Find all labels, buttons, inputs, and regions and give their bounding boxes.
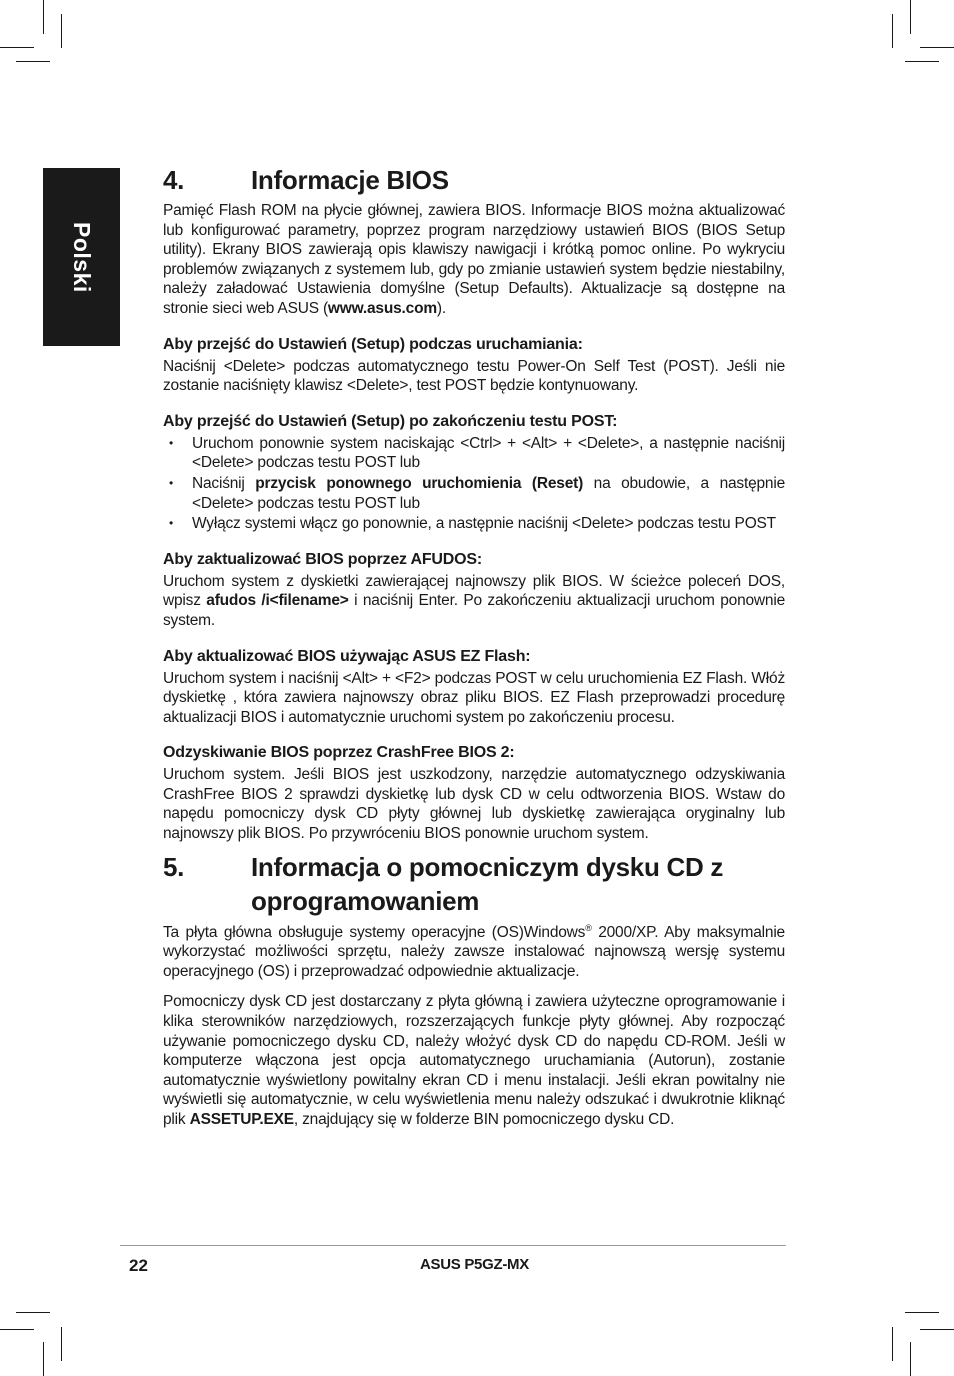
section-number: 4. (163, 165, 185, 195)
ez-flash-paragraph: Uruchom system i naciśnij <Alt> + <F2> podczas POST w celu uruchomienia EZ Flash. Włóż dyskietkę , która zawiera najnowszy obraz pliku BIOS. EZ Flash przeprowadzi procedurę aktualizacji BIOS i automatycznie uruchomi system po zakończeniu procesu. (163, 669, 785, 726)
intro-text: Pamięć Flash ROM na płycie głównej, zawiera BIOS. Informacje BIOS można aktualizować lub konfigurować parametry, poprzez program narzędziowy ustawień BIOS (BIOS Setup utility). Ekrany BIOS zawierają opis klawiszy nawigacji i krótką pomoc online. Po wykryciu problemów związanych z systemem lub, gdy po zmianie ustawień system będzie niestabilny, należy załadować Ustawienia domyślne (Setup Defaults). Aktualizacje są dostępne na stronie sieci web ASUS ( (163, 202, 785, 317)
list-item: • Uruchom ponownie system naciskając <Ctrl> + <Alt> + <Delete>, a następnie naciśnij <Delete> podczas testu POST lub (163, 434, 785, 473)
crop-mark (43, 0, 44, 34)
subheading-setup-boot: Aby przejść do Ustawień (Setup) podczas uruchamiania: (163, 335, 583, 353)
list-item-text: na obudowie, a następnie <Delete> podczas testu POST lub (192, 474, 785, 512)
asus-website-link[interactable]: www.asus.com (327, 299, 437, 317)
product-name: ASUS P5GZ-MX (420, 1256, 529, 1273)
subheading-crashfree: Odzyskiwanie BIOS poprzez CrashFree BIOS 2: (163, 744, 515, 762)
subheading-setup-post: Aby przejść do Ustawień (Setup) po zakończeniu testu POST: (163, 412, 618, 430)
crop-mark (910, 1342, 911, 1376)
section-support-cd (163, 850, 785, 1130)
crop-mark (892, 1327, 893, 1361)
crop-mark (920, 47, 954, 48)
afudos-text-end: i naciśnij Enter. Po zakończeniu aktualizacji uruchom ponownie system. (163, 592, 785, 629)
section-number: 5. (163, 851, 185, 882)
section-heading (163, 850, 785, 918)
subheading-ez-flash: Aby aktualizować BIOS używając ASUS EZ Flash: (163, 647, 531, 665)
registered-mark: ® (585, 922, 592, 933)
subheading-afudos: Aby zaktualizować BIOS poprzez AFUDOS: (163, 550, 482, 568)
footer-divider (120, 1245, 786, 1246)
crashfree-paragraph: Uruchom system. Jeśli BIOS jest uszkodzony, narzędzie automatycznego odzyskiwania CrashFree BIOS 2 sprawdzi dyskietkę lub dysk CD w celu odtworzenia BIOS. Wstaw do napędu pomocniczy dysk CD płyty głównej lub dyskietkę zawierająca oryginalny lub najnowszy plik BIOS. Po przywróceniu BIOS ponownie uruchom system. (163, 766, 785, 843)
support-cd-paragraph-2 (163, 992, 785, 1129)
paragraph-text: 2000/XP. Aby maksymalnie wykorzystać możliwości sprzętu, należy zawsze instalować najnowszą wersję systemu operacyjnego (OS) i przeprowadzać odpowiednie aktualizacje. (163, 923, 785, 980)
bios-intro-paragraph (163, 201, 785, 319)
language-tab-label: Polski (69, 221, 95, 293)
paragraph-text: , znajdujący się w folderze BIN pomocniczego dysku CD. (293, 1111, 675, 1128)
crop-mark (905, 1312, 939, 1313)
setup-boot-paragraph: Naciśnij <Delete> podczas automatycznego testu Power-On Self Test (POST). Jeśli nie zostanie naciśnięty klawisz <Delete>, test POST będzie kontynuowany. (163, 357, 785, 395)
section-title: Informacja o pomocniczym dysku CD z oprogramowaniem (251, 851, 724, 916)
crop-mark (0, 1329, 34, 1330)
page-number: 22 (129, 1256, 148, 1275)
reset-button-term: przycisk ponownego uruchomienia (Reset) (255, 474, 584, 492)
section-bios-info (163, 163, 785, 844)
list-item (163, 474, 785, 513)
paragraph-text: Ta płyta główna obsługuje systemy operacyjne (OS)Windows (163, 923, 586, 941)
crop-mark (16, 61, 50, 62)
paragraph-text: Pomocniczy dysk CD jest dostarczany z płyta główną i zawiera użyteczne oprogramowanie i klika sterowników narzędziowych, rozszerzających funkcje płyty głównej. Aby rozpocząć używanie pomocniczego dysku CD, należy włożyć dysk CD do napędu CD-ROM. Jeśli w komputerze włączona jest opcja automatycznego uruchamiania (Autorun), zostanie automatycznie wyświetlony powitalny ekran CD i menu instalacji. Jeśli ekran powitalny nie wyświetli się automatycznie, w celu wyświetlenia menu należy odszukać i dwukrotnie kliknąć plik (163, 993, 785, 1128)
crop-mark (905, 61, 939, 62)
list-item-text: Naciśnij (192, 474, 256, 492)
setup-post-list (163, 434, 785, 534)
crop-mark (892, 14, 893, 48)
afudos-paragraph (163, 572, 785, 631)
crop-mark (61, 14, 62, 48)
crop-mark (920, 1329, 954, 1330)
page-content (163, 163, 785, 1130)
crop-mark (61, 1327, 62, 1361)
assetup-filename: ASSETUP.EXE (189, 1111, 294, 1128)
afudos-command: afudos /i<filename> (206, 592, 349, 610)
support-cd-paragraph-1 (163, 923, 785, 982)
section-title: Informacje BIOS (251, 165, 449, 195)
crop-mark (0, 47, 34, 48)
intro-text-end: ). (436, 299, 446, 317)
section-heading (163, 163, 785, 197)
crop-mark (910, 0, 911, 34)
language-tab (43, 168, 120, 346)
list-item: • Wyłącz systemi włącz go ponownie, a następnie naciśnij <Delete> podczas testu POST (163, 514, 785, 534)
crop-mark (43, 1342, 44, 1376)
crop-mark (16, 1312, 50, 1313)
afudos-text: Uruchom system z dyskietki zawierającej najnowszy plik BIOS. W ścieżce poleceń DOS, wpisz (163, 572, 785, 610)
